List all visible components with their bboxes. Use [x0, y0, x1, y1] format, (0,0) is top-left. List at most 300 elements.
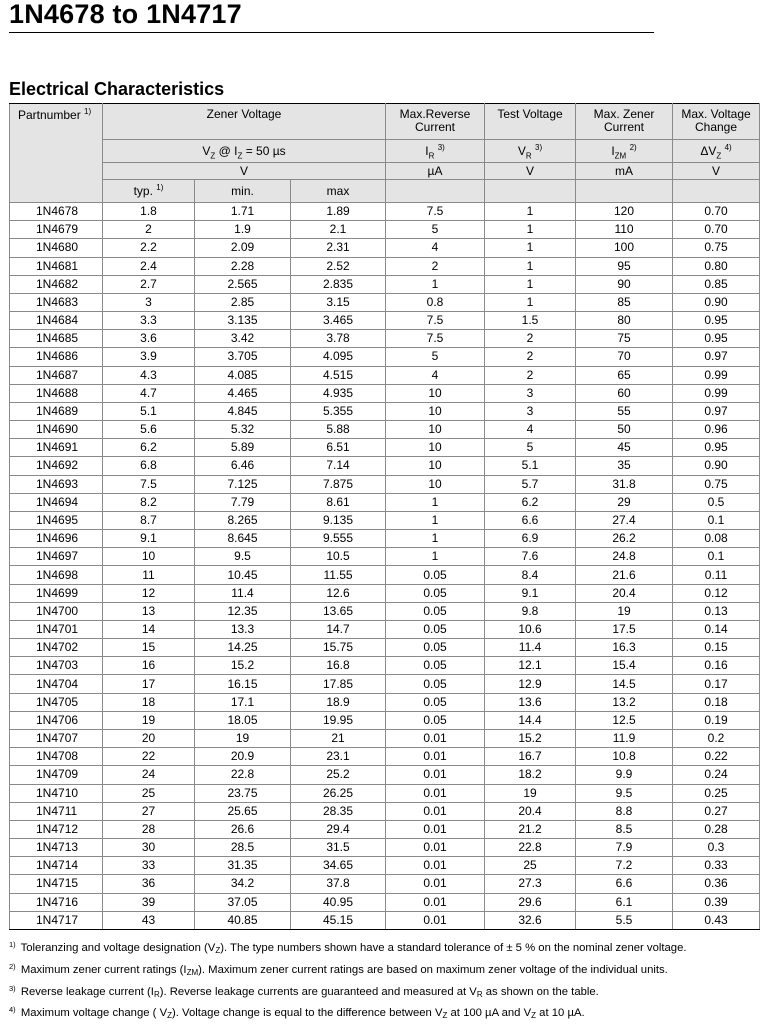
- cell-vz-min: 6.46: [195, 457, 291, 475]
- cell-izm: 17.5: [576, 620, 673, 638]
- header-ir-symbol: $I_R$ $^{3)}$: [386, 140, 485, 163]
- table-row: [10, 239, 760, 257]
- cell-vz-max: 25.2: [291, 766, 386, 784]
- cell-vz-max: 1.89: [291, 203, 386, 221]
- cell-dvz: 0.95: [673, 439, 760, 457]
- cell-vr: 5: [485, 439, 576, 457]
- cell-vz-typ: 28: [103, 820, 195, 838]
- cell-vz-min: 7.79: [195, 493, 291, 511]
- table-row: [10, 221, 760, 239]
- cell-partnumber: 1N4704: [10, 675, 103, 693]
- cell-vz-max: 7.875: [291, 475, 386, 493]
- cell-izm: 120: [576, 203, 673, 221]
- cell-ir: 2: [386, 257, 485, 275]
- cell-vr: 6.6: [485, 511, 576, 529]
- footnote-text: at 100 µA and V: [447, 1007, 532, 1020]
- cell-vr: 13.6: [485, 693, 576, 711]
- cell-vz-max: 2.835: [291, 275, 386, 293]
- cell-izm: 75: [576, 330, 673, 348]
- cell-vz-typ: 22: [103, 748, 195, 766]
- header-max-voltage-change: Max. Voltage Change: [673, 104, 760, 140]
- cell-vz-max: 3.78: [291, 330, 386, 348]
- cell-partnumber: 1N4688: [10, 384, 103, 402]
- cell-vz-max: 2.31: [291, 239, 386, 257]
- cell-dvz: 0.85: [673, 275, 760, 293]
- cell-vz-min: 4.085: [195, 366, 291, 384]
- cell-partnumber: 1N4717: [10, 911, 103, 929]
- cell-vz-min: 14.25: [195, 639, 291, 657]
- header-max-zener-current: Max. Zener Current: [576, 104, 673, 140]
- header-empty-vr: [485, 180, 576, 203]
- header-unit-ir: µA: [386, 163, 485, 180]
- table-row: [10, 602, 760, 620]
- cell-izm: 8.8: [576, 802, 673, 820]
- cell-dvz: 0.33: [673, 857, 760, 875]
- cell-vz-max: 7.14: [291, 457, 386, 475]
- cell-vz-typ: 3.3: [103, 312, 195, 330]
- cell-partnumber: 1N4702: [10, 639, 103, 657]
- table-row: [10, 748, 760, 766]
- footnote-2: [9, 960, 764, 982]
- cell-vz-max: 31.5: [291, 839, 386, 857]
- cell-dvz: 0.11: [673, 566, 760, 584]
- cell-partnumber: 1N4712: [10, 820, 103, 838]
- cell-dvz: 0.1: [673, 548, 760, 566]
- cell-ir: 10: [386, 421, 485, 439]
- cell-vz-typ: 11: [103, 566, 195, 584]
- footnote-subscript: R: [476, 989, 483, 999]
- footnote-subscript: Z: [215, 946, 221, 955]
- cell-vz-max: 15.75: [291, 639, 386, 657]
- cell-partnumber: 1N4699: [10, 584, 103, 602]
- cell-vz-typ: 6.8: [103, 457, 195, 475]
- cell-partnumber: 1N4689: [10, 402, 103, 420]
- cell-izm: 21.6: [576, 566, 673, 584]
- cell-vr: 21.2: [485, 820, 576, 838]
- cell-vz-min: 1.71: [195, 203, 291, 221]
- cell-partnumber: 1N4707: [10, 729, 103, 747]
- table-row: [10, 530, 760, 548]
- cell-ir: 0.01: [386, 729, 485, 747]
- cell-ir: 10: [386, 439, 485, 457]
- cell-dvz: 0.97: [673, 348, 760, 366]
- cell-vz-typ: 33: [103, 857, 195, 875]
- cell-ir: 0.01: [386, 748, 485, 766]
- cell-vz-min: 22.8: [195, 766, 291, 784]
- cell-ir: 1: [386, 530, 485, 548]
- cell-izm: 85: [576, 293, 673, 311]
- footnote-3: [9, 982, 764, 1004]
- cell-dvz: 0.12: [673, 584, 760, 602]
- cell-ir: 10: [386, 475, 485, 493]
- cell-vz-min: 40.85: [195, 911, 291, 929]
- cell-vz-max: 40.95: [291, 893, 386, 911]
- cell-dvz: 0.95: [673, 312, 760, 330]
- cell-vz-min: 12.35: [195, 602, 291, 620]
- cell-dvz: 0.99: [673, 384, 760, 402]
- cell-izm: 65: [576, 366, 673, 384]
- table-row: [10, 820, 760, 838]
- cell-vz-max: 10.5: [291, 548, 386, 566]
- cell-izm: 14.5: [576, 675, 673, 693]
- table-row: [10, 802, 760, 820]
- cell-partnumber: 1N4701: [10, 620, 103, 638]
- table-row: [10, 275, 760, 293]
- cell-vz-typ: 39: [103, 893, 195, 911]
- cell-vr: 2: [485, 366, 576, 384]
- cell-vz-min: 15.2: [195, 657, 291, 675]
- footnote-mark: 2): [9, 961, 16, 971]
- table-row: [10, 384, 760, 402]
- footnote-4: [9, 1003, 764, 1025]
- cell-ir: 0.01: [386, 857, 485, 875]
- cell-ir: 1: [386, 511, 485, 529]
- cell-vz-typ: 16: [103, 657, 195, 675]
- cell-vz-min: 2.28: [195, 257, 291, 275]
- cell-dvz: 0.27: [673, 802, 760, 820]
- cell-vz-max: 11.55: [291, 566, 386, 584]
- cell-vz-max: 14.7: [291, 620, 386, 638]
- cell-ir: 5: [386, 221, 485, 239]
- cell-izm: 110: [576, 221, 673, 239]
- header-col-typ: typ. $^{1)}$: [103, 180, 195, 203]
- cell-vz-typ: 3.9: [103, 348, 195, 366]
- cell-vr: 2: [485, 348, 576, 366]
- cell-vz-typ: 30: [103, 839, 195, 857]
- cell-izm: 55: [576, 402, 673, 420]
- cell-izm: 100: [576, 239, 673, 257]
- footnote-subscript: Z: [531, 1011, 537, 1021]
- footnotes: [9, 938, 764, 1025]
- footnote-mark: 1): [9, 940, 16, 949]
- cell-vz-max: 6.51: [291, 439, 386, 457]
- cell-ir: 7.5: [386, 330, 485, 348]
- cell-vr: 32.6: [485, 911, 576, 929]
- cell-dvz: 0.16: [673, 657, 760, 675]
- header-test-voltage: Test Voltage: [485, 104, 576, 140]
- cell-dvz: 0.14: [673, 620, 760, 638]
- cell-izm: 5.5: [576, 911, 673, 929]
- table-row: [10, 839, 760, 857]
- footnote-1: [9, 938, 764, 960]
- cell-partnumber: 1N4710: [10, 784, 103, 802]
- cell-partnumber: 1N4680: [10, 239, 103, 257]
- table-row: [10, 584, 760, 602]
- table-row: [10, 893, 760, 911]
- footnote-text: ). Reverse leakage currents are guaranteed and measured at V: [159, 985, 477, 998]
- footnote-text: ). Voltage change is equal to the difference between V: [172, 1007, 443, 1020]
- cell-partnumber: 1N4692: [10, 457, 103, 475]
- cell-vz-min: 4.845: [195, 402, 291, 420]
- cell-vz-max: 9.135: [291, 511, 386, 529]
- cell-vr: 29.6: [485, 893, 576, 911]
- cell-ir: 0.05: [386, 639, 485, 657]
- cell-vz-min: 10.45: [195, 566, 291, 584]
- cell-vr: 12.1: [485, 657, 576, 675]
- table-row: [10, 257, 760, 275]
- cell-vz-min: 20.9: [195, 748, 291, 766]
- footnote-subscript: ZM: [186, 967, 199, 977]
- cell-vr: 9.8: [485, 602, 576, 620]
- cell-izm: 16.3: [576, 639, 673, 657]
- table-body: [10, 203, 760, 930]
- cell-ir: 0.01: [386, 784, 485, 802]
- table-row: [10, 402, 760, 420]
- header-unit-vr: V: [485, 163, 576, 180]
- cell-vz-typ: 14: [103, 620, 195, 638]
- cell-vz-min: 5.89: [195, 439, 291, 457]
- footnote-text: ). Maximum zener current ratings are based on maximum zener voltage of the individual units.: [198, 963, 668, 976]
- cell-dvz: 0.96: [673, 421, 760, 439]
- cell-vz-max: 4.935: [291, 384, 386, 402]
- table-row: [10, 475, 760, 493]
- cell-dvz: 0.3: [673, 839, 760, 857]
- cell-vz-min: 13.3: [195, 620, 291, 638]
- footnote-text: Maximum voltage change ( V: [20, 1007, 168, 1020]
- cell-vz-typ: 5.6: [103, 421, 195, 439]
- cell-izm: 26.2: [576, 530, 673, 548]
- cell-vz-max: 28.35: [291, 802, 386, 820]
- cell-ir: 5: [386, 348, 485, 366]
- cell-vz-min: 2.565: [195, 275, 291, 293]
- cell-vz-min: 3.135: [195, 312, 291, 330]
- cell-vz-max: 5.88: [291, 421, 386, 439]
- cell-vz-min: 4.465: [195, 384, 291, 402]
- cell-ir: 0.01: [386, 820, 485, 838]
- header-empty-ir: [386, 180, 485, 203]
- cell-partnumber: 1N4708: [10, 748, 103, 766]
- cell-dvz: 0.99: [673, 366, 760, 384]
- cell-izm: 6.6: [576, 875, 673, 893]
- cell-vz-min: 3.42: [195, 330, 291, 348]
- cell-vr: 1: [485, 275, 576, 293]
- cell-izm: 70: [576, 348, 673, 366]
- footnote-subscript: R: [153, 989, 160, 999]
- footnote-mark: 4): [9, 1005, 16, 1015]
- cell-dvz: 0.22: [673, 748, 760, 766]
- cell-vz-typ: 2.2: [103, 239, 195, 257]
- table-header: [10, 104, 760, 203]
- table-row: [10, 330, 760, 348]
- cell-vz-min: 16.15: [195, 675, 291, 693]
- table-row: [10, 348, 760, 366]
- cell-vz-typ: 9.1: [103, 530, 195, 548]
- header-unit-vz: V: [103, 163, 386, 180]
- cell-izm: 11.9: [576, 729, 673, 747]
- cell-partnumber: 1N4679: [10, 221, 103, 239]
- cell-dvz: 0.19: [673, 711, 760, 729]
- cell-vz-typ: 2: [103, 221, 195, 239]
- cell-partnumber: 1N4697: [10, 548, 103, 566]
- cell-vr: 20.4: [485, 802, 576, 820]
- cell-dvz: 0.24: [673, 766, 760, 784]
- cell-vz-min: 7.125: [195, 475, 291, 493]
- cell-ir: 0.05: [386, 675, 485, 693]
- cell-partnumber: 1N4687: [10, 366, 103, 384]
- cell-vz-min: 37.05: [195, 893, 291, 911]
- cell-partnumber: 1N4714: [10, 857, 103, 875]
- cell-vz-max: 16.8: [291, 657, 386, 675]
- cell-partnumber: 1N4690: [10, 421, 103, 439]
- cell-vr: 5.1: [485, 457, 576, 475]
- cell-vz-min: 23.75: [195, 784, 291, 802]
- header-izm-symbol: $I_{ZM}$ $^{2)}$: [576, 140, 673, 163]
- footnote-text: Reverse leakage current (I: [20, 985, 154, 998]
- cell-ir: 0.01: [386, 893, 485, 911]
- cell-vz-min: 8.265: [195, 511, 291, 529]
- cell-vz-max: 21: [291, 729, 386, 747]
- header-col-max: max: [291, 180, 386, 203]
- cell-izm: 7.2: [576, 857, 673, 875]
- cell-dvz: 0.75: [673, 475, 760, 493]
- cell-vr: 1: [485, 257, 576, 275]
- cell-vz-typ: 19: [103, 711, 195, 729]
- cell-dvz: 0.43: [673, 911, 760, 929]
- cell-vr: 22.8: [485, 839, 576, 857]
- cell-vz-min: 5.32: [195, 421, 291, 439]
- header-vz-condition: $V_Z$ @ $I_Z = 50$ µs: [103, 140, 386, 163]
- table-row: [10, 548, 760, 566]
- cell-izm: 7.9: [576, 839, 673, 857]
- cell-dvz: 0.2: [673, 729, 760, 747]
- cell-vz-max: 19.95: [291, 711, 386, 729]
- cell-vr: 9.1: [485, 584, 576, 602]
- cell-vz-max: 23.1: [291, 748, 386, 766]
- cell-dvz: 0.90: [673, 293, 760, 311]
- cell-vz-typ: 2.4: [103, 257, 195, 275]
- cell-ir: 1: [386, 275, 485, 293]
- cell-vz-min: 9.5: [195, 548, 291, 566]
- cell-partnumber: 1N4685: [10, 330, 103, 348]
- footnote-text: ). The type numbers shown have a standard tolerance of ± 5 % on the nominal zener voltage.: [220, 942, 687, 954]
- cell-ir: 0.05: [386, 566, 485, 584]
- cell-vz-min: 19: [195, 729, 291, 747]
- cell-vz-typ: 2.7: [103, 275, 195, 293]
- cell-vz-max: 17.85: [291, 675, 386, 693]
- cell-vz-min: 31.35: [195, 857, 291, 875]
- header-unit-dvz: V: [673, 163, 760, 180]
- cell-vz-typ: 43: [103, 911, 195, 929]
- table-row: [10, 675, 760, 693]
- cell-vr: 3: [485, 384, 576, 402]
- table-row: [10, 203, 760, 221]
- header-zener-voltage: Zener Voltage: [103, 104, 386, 140]
- cell-partnumber: 1N4693: [10, 475, 103, 493]
- cell-vr: 27.3: [485, 875, 576, 893]
- cell-izm: 90: [576, 275, 673, 293]
- cell-dvz: 0.36: [673, 875, 760, 893]
- cell-partnumber: 1N4686: [10, 348, 103, 366]
- footnote-text: Toleranzing and voltage designation (V: [20, 942, 216, 954]
- cell-vz-min: 17.1: [195, 693, 291, 711]
- cell-vr: 15.2: [485, 729, 576, 747]
- footnote-text: as shown on the table.: [482, 985, 599, 998]
- cell-vz-typ: 3.6: [103, 330, 195, 348]
- cell-ir: 0.05: [386, 657, 485, 675]
- cell-vz-typ: 13: [103, 602, 195, 620]
- cell-vr: 1: [485, 203, 576, 221]
- cell-partnumber: 1N4713: [10, 839, 103, 857]
- cell-dvz: 0.70: [673, 203, 760, 221]
- cell-vz-max: 34.65: [291, 857, 386, 875]
- cell-ir: 0.05: [386, 620, 485, 638]
- cell-partnumber: 1N4696: [10, 530, 103, 548]
- cell-vz-typ: 8.2: [103, 493, 195, 511]
- cell-izm: 9.5: [576, 784, 673, 802]
- cell-dvz: 0.08: [673, 530, 760, 548]
- cell-partnumber: 1N4706: [10, 711, 103, 729]
- header-dvz-symbol: $\Delta V_Z$ $^{4)}$: [673, 140, 760, 163]
- cell-vz-min: 28.5: [195, 839, 291, 857]
- cell-vr: 12.9: [485, 675, 576, 693]
- cell-vr: 16.7: [485, 748, 576, 766]
- cell-vz-max: 5.355: [291, 402, 386, 420]
- cell-partnumber: 1N4681: [10, 257, 103, 275]
- cell-vr: 19: [485, 784, 576, 802]
- cell-vz-min: 2.09: [195, 239, 291, 257]
- cell-partnumber: 1N4678: [10, 203, 103, 221]
- cell-partnumber: 1N4683: [10, 293, 103, 311]
- cell-dvz: 0.15: [673, 639, 760, 657]
- cell-izm: 29: [576, 493, 673, 511]
- cell-ir: 0.05: [386, 693, 485, 711]
- table-row: [10, 693, 760, 711]
- cell-dvz: 0.5: [673, 493, 760, 511]
- section-title: Electrical Characteristics: [9, 79, 225, 99]
- table-row: [10, 366, 760, 384]
- cell-vr: 7.6: [485, 548, 576, 566]
- document-title: 1N4678 to 1N4717: [9, 0, 242, 29]
- table-row: [10, 620, 760, 638]
- cell-izm: 50: [576, 421, 673, 439]
- cell-partnumber: 1N4698: [10, 566, 103, 584]
- cell-vz-typ: 3: [103, 293, 195, 311]
- cell-ir: 0.01: [386, 875, 485, 893]
- cell-vz-min: 3.705: [195, 348, 291, 366]
- cell-partnumber: 1N4695: [10, 511, 103, 529]
- cell-vz-typ: 10: [103, 548, 195, 566]
- footnote-text: at 10 µA.: [536, 1007, 585, 1020]
- cell-vz-max: 9.555: [291, 530, 386, 548]
- cell-vz-max: 8.61: [291, 493, 386, 511]
- cell-vr: 14.4: [485, 711, 576, 729]
- table-row: [10, 457, 760, 475]
- cell-vz-max: 13.65: [291, 602, 386, 620]
- cell-vz-min: 2.85: [195, 293, 291, 311]
- header-col-min: min.: [195, 180, 291, 203]
- cell-vz-min: 8.645: [195, 530, 291, 548]
- cell-vz-max: 2.52: [291, 257, 386, 275]
- header-empty-dvz: [673, 180, 760, 203]
- cell-vr: 11.4: [485, 639, 576, 657]
- electrical-characteristics-table: [9, 103, 760, 930]
- footnote-subscript: Z: [167, 1011, 172, 1021]
- table-row: [10, 711, 760, 729]
- cell-vz-typ: 6.2: [103, 439, 195, 457]
- cell-vz-min: 11.4: [195, 584, 291, 602]
- cell-vz-max: 2.1: [291, 221, 386, 239]
- title-divider: [9, 32, 654, 33]
- cell-partnumber: 1N4700: [10, 602, 103, 620]
- table-row: [10, 784, 760, 802]
- cell-izm: 60: [576, 384, 673, 402]
- cell-ir: 10: [386, 384, 485, 402]
- footnote-subscript: Z: [442, 1011, 448, 1021]
- cell-dvz: 0.39: [673, 893, 760, 911]
- cell-ir: 0.8: [386, 293, 485, 311]
- cell-izm: 10.8: [576, 748, 673, 766]
- table-row: [10, 421, 760, 439]
